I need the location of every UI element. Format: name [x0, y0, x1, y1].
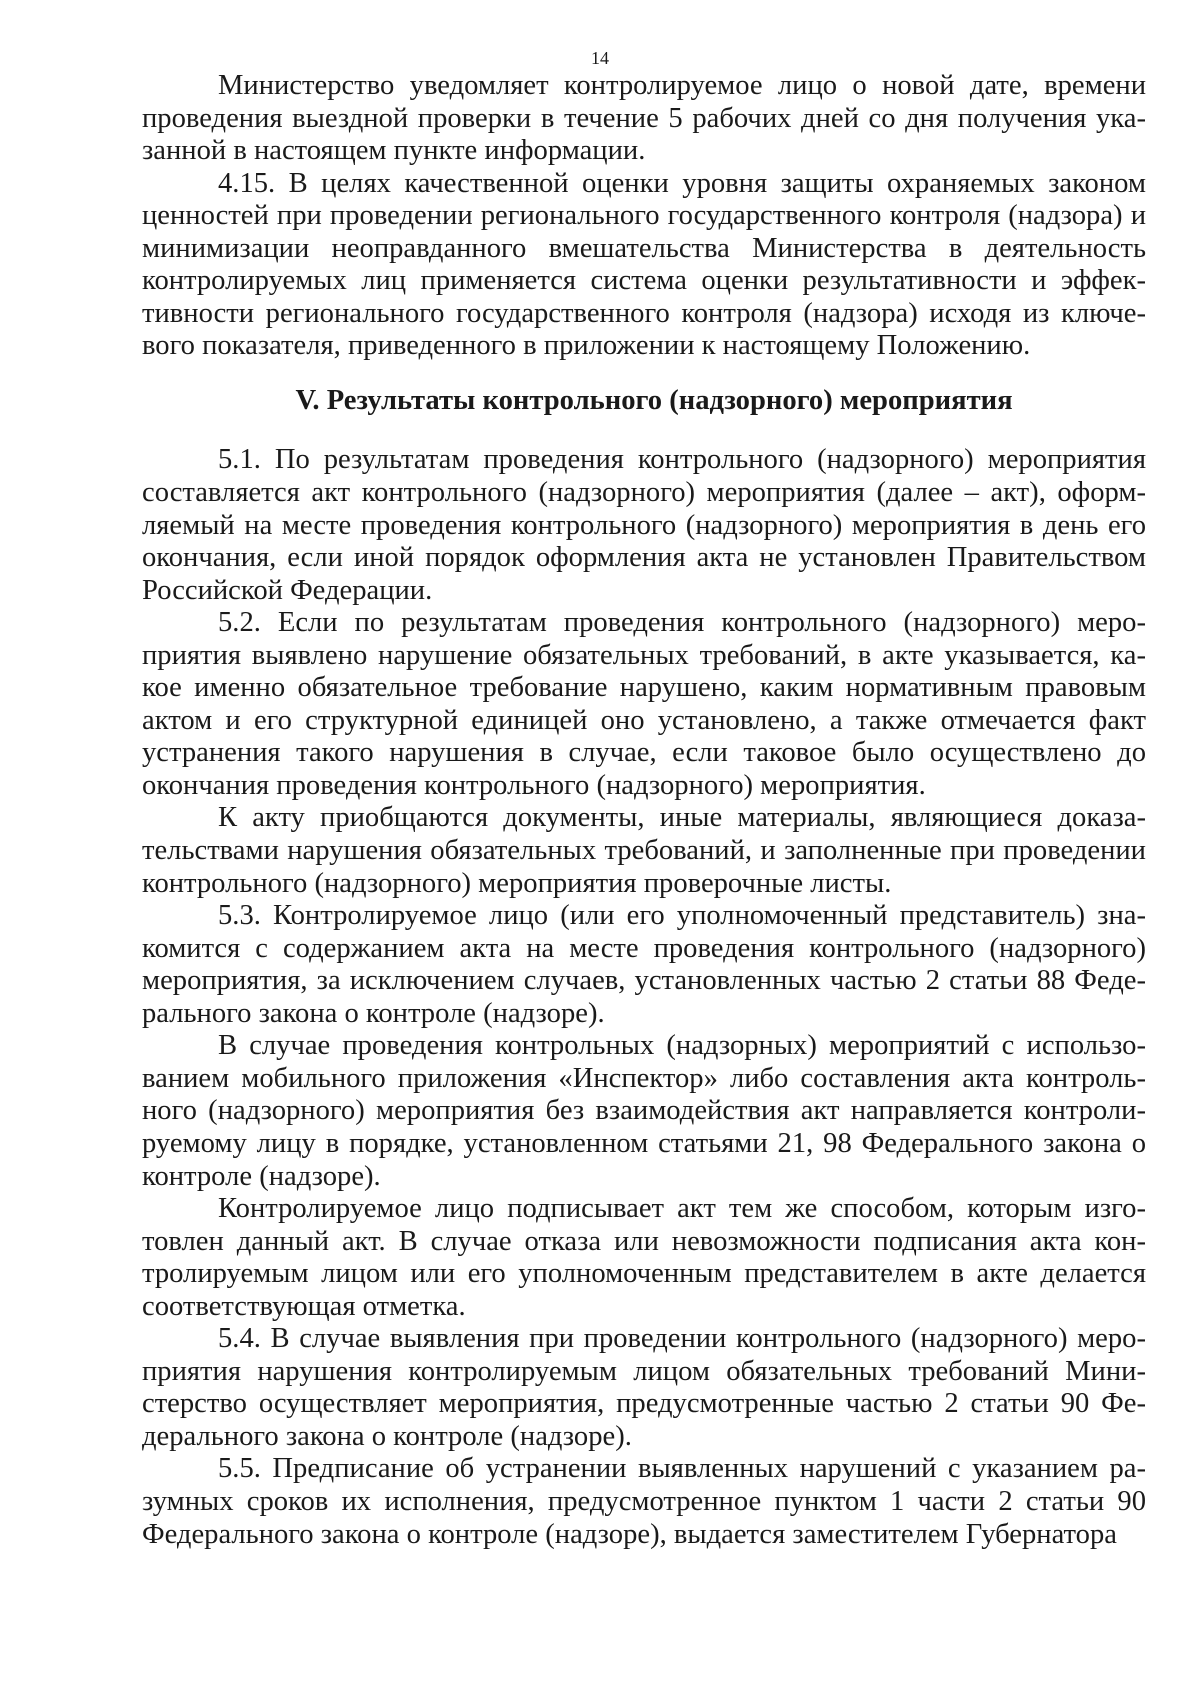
page-number: 14: [591, 48, 609, 68]
paragraph-5-3: 5.3. Контролируемое лицо (или его уполномоченный представитель) знакомится с содержанием акта на месте проведения контрольного (надзорного) мероприятия, за исключением случаев, установленных частью 2 статьи 88 Федерального закона о контроле (надзоре).: [142, 900, 1146, 1029]
section-heading: V. Результаты контрольного (надзорного) мероприятия: [295, 384, 1013, 416]
paragraph-5-1: 5.1. По результатам проведения контрольного (надзорного) мероприятия составляется акт контрольного (надзорного) мероприятия (далее – акт), оформляемый на месте проведения контрольного (надзорного) мероприятия в день его окончания, если иной порядок оформления акта не установлен Правительством Российской Федерации.: [142, 444, 1146, 606]
document-body: [142, 70, 1146, 1551]
paragraph-5-2-attachments: К акту приобщаются документы, иные материалы, являющиеся доказательствами нарушения обязательных требований, и заполненные при проведении контрольного (надзорного) мероприятия проверочные листы.: [142, 802, 1146, 899]
paragraph-5-3-signing: Контролируемое лицо подписывает акт тем же способом, которым изготовлен данный акт. В случае отказа или невозможности подписания акта контролируемым лицом или его уполномоченным представителем в акте делается соответствующая отметка.: [142, 1193, 1146, 1322]
paragraph-5-5: 5.5. Предписание об устранении выявленных нарушений с указанием разумных сроков их исполнения, предусмотренное пунктом 1 части 2 статьи 90 Федерального закона о контроле (надзоре), выдается заместителем Губернатора: [142, 1453, 1146, 1550]
paragraph-continuation: Министерство уведомляет контролируемое лицо о новой дате, времени проведения выездной проверки в течение 5 рабочих дней со дня получения указанной в настоящем пункте информации.: [142, 70, 1146, 167]
paragraph-5-4: 5.4. В случае выявления при проведении контрольного (надзорного) мероприятия нарушения контролируемым лицом обязательных требований Министерство осуществляет мероприятия, предусмотренные частью 2 статьи 90 Федерального закона о контроле (надзоре).: [142, 1323, 1146, 1452]
paragraph-4-15: 4.15. В целях качественной оценки уровня защиты охраняемых законом ценностей при проведении регионального государственного контроля (надзора) и минимизации неоправданного вмешательства Министерства в деятельность контролируемых лиц применяется система оценки результативности и эффективности регионального государственного контроля (надзора) исходя из ключевого показателя, приведенного в приложении к настоящему Положению.: [142, 167, 1146, 362]
paragraph-5-3-mobile-app: В случае проведения контрольных (надзорных) мероприятий с использованием мобильного приложения «Инспектор» либо составления акта контрольного (надзорного) мероприятия без взаимодействия акт направляется контролируемому лицу в порядке, установленном статьями 21, 98 Федерального закона о контроле (надзоре).: [142, 1030, 1146, 1192]
paragraph-5-2: 5.2. Если по результатам проведения контрольного (надзорного) мероприятия выявлено нарушение обязательных требований, в акте указывается, какое именно обязательное требование нарушено, каким нормативным правовым актом и его структурной единицей оно установлено, а также отмечается факт устранения такого нарушения в случае, если таковое было осуществлено до окончания проведения контрольного (надзорного) мероприятия.: [142, 607, 1146, 801]
